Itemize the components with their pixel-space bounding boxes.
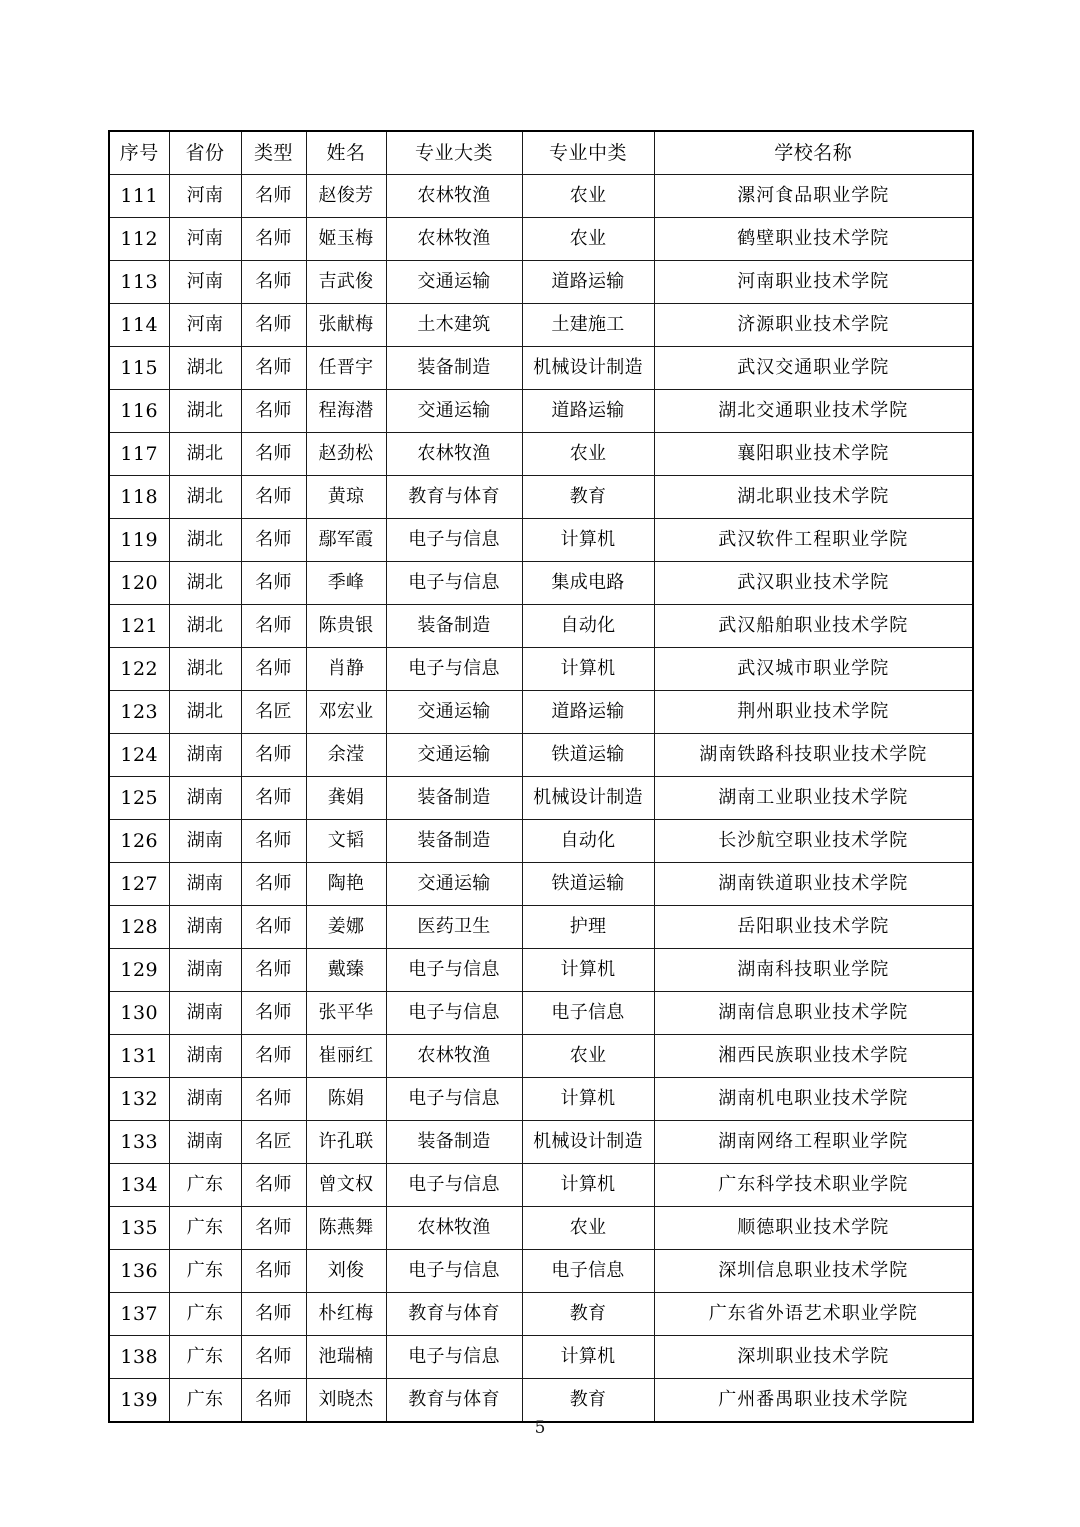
cell-province: 河南 xyxy=(169,304,241,347)
table-row xyxy=(109,949,973,992)
cell-major-subcategory: 自动化 xyxy=(522,605,654,648)
cell-school: 河南职业技术学院 xyxy=(654,261,973,304)
table-row xyxy=(109,562,973,605)
cell-major-subcategory: 道路运输 xyxy=(522,691,654,734)
table-row xyxy=(109,992,973,1035)
cell-seq: 116 xyxy=(109,390,169,433)
cell-province: 湖北 xyxy=(169,605,241,648)
cell-province: 湖南 xyxy=(169,863,241,906)
table-row xyxy=(109,906,973,949)
cell-name: 赵俊芳 xyxy=(306,175,386,218)
cell-seq: 120 xyxy=(109,562,169,605)
roster-table xyxy=(108,130,974,1423)
cell-name: 黄琼 xyxy=(306,476,386,519)
cell-school: 长沙航空职业技术学院 xyxy=(654,820,973,863)
cell-type: 名师 xyxy=(241,476,306,519)
cell-name: 张献梅 xyxy=(306,304,386,347)
table-row xyxy=(109,1207,973,1250)
cell-major-category: 电子与信息 xyxy=(386,1078,522,1121)
table-row xyxy=(109,433,973,476)
cell-school: 湖南铁道职业技术学院 xyxy=(654,863,973,906)
cell-name: 姜娜 xyxy=(306,906,386,949)
cell-major-category: 交通运输 xyxy=(386,863,522,906)
cell-major-category: 电子与信息 xyxy=(386,648,522,691)
cell-major-subcategory: 道路运输 xyxy=(522,390,654,433)
cell-name: 任晋宇 xyxy=(306,347,386,390)
cell-school: 湖南网络工程职业学院 xyxy=(654,1121,973,1164)
cell-major-category: 交通运输 xyxy=(386,390,522,433)
cell-province: 湖南 xyxy=(169,777,241,820)
cell-type: 名师 xyxy=(241,562,306,605)
cell-major-category: 交通运输 xyxy=(386,261,522,304)
cell-seq: 133 xyxy=(109,1121,169,1164)
cell-school: 鹤壁职业技术学院 xyxy=(654,218,973,261)
cell-major-category: 电子与信息 xyxy=(386,1336,522,1379)
cell-province: 湖南 xyxy=(169,1121,241,1164)
cell-name: 陶艳 xyxy=(306,863,386,906)
cell-type: 名师 xyxy=(241,1250,306,1293)
cell-province: 湖北 xyxy=(169,648,241,691)
table-row xyxy=(109,390,973,433)
cell-seq: 130 xyxy=(109,992,169,1035)
cell-seq: 131 xyxy=(109,1035,169,1078)
cell-type: 名师 xyxy=(241,1336,306,1379)
table-row xyxy=(109,648,973,691)
table-row xyxy=(109,519,973,562)
cell-major-category: 装备制造 xyxy=(386,605,522,648)
cell-major-subcategory: 集成电路 xyxy=(522,562,654,605)
cell-name: 陈娟 xyxy=(306,1078,386,1121)
cell-name: 陈燕舞 xyxy=(306,1207,386,1250)
cell-type: 名师 xyxy=(241,820,306,863)
cell-type: 名师 xyxy=(241,218,306,261)
cell-major-subcategory: 农业 xyxy=(522,175,654,218)
cell-name: 刘晓杰 xyxy=(306,1379,386,1423)
cell-province: 河南 xyxy=(169,218,241,261)
cell-type: 名师 xyxy=(241,605,306,648)
table-row xyxy=(109,1293,973,1336)
cell-type: 名师 xyxy=(241,347,306,390)
cell-school: 湖南铁路科技职业技术学院 xyxy=(654,734,973,777)
cell-seq: 138 xyxy=(109,1336,169,1379)
table-row xyxy=(109,1035,973,1078)
cell-school: 岳阳职业技术学院 xyxy=(654,906,973,949)
cell-school: 荆州职业技术学院 xyxy=(654,691,973,734)
table-row xyxy=(109,691,973,734)
cell-province: 湖北 xyxy=(169,476,241,519)
cell-type: 名师 xyxy=(241,1207,306,1250)
table-row xyxy=(109,347,973,390)
cell-type: 名师 xyxy=(241,648,306,691)
column-header-seq: 序号 xyxy=(109,131,169,175)
table-row xyxy=(109,175,973,218)
roster-table-container xyxy=(108,130,972,1423)
cell-seq: 119 xyxy=(109,519,169,562)
cell-seq: 114 xyxy=(109,304,169,347)
table-row xyxy=(109,1250,973,1293)
cell-major-category: 交通运输 xyxy=(386,691,522,734)
cell-school: 广东省外语艺术职业学院 xyxy=(654,1293,973,1336)
cell-major-subcategory: 自动化 xyxy=(522,820,654,863)
cell-seq: 111 xyxy=(109,175,169,218)
cell-name: 季峰 xyxy=(306,562,386,605)
cell-province: 湖北 xyxy=(169,519,241,562)
cell-major-category: 电子与信息 xyxy=(386,519,522,562)
table-row xyxy=(109,1121,973,1164)
cell-type: 名师 xyxy=(241,992,306,1035)
table-row xyxy=(109,734,973,777)
cell-seq: 127 xyxy=(109,863,169,906)
cell-type: 名师 xyxy=(241,949,306,992)
cell-type: 名师 xyxy=(241,1293,306,1336)
table-header xyxy=(109,131,973,175)
cell-province: 广东 xyxy=(169,1379,241,1423)
cell-school: 湖北职业技术学院 xyxy=(654,476,973,519)
column-header-province: 省份 xyxy=(169,131,241,175)
table-body xyxy=(109,175,973,1423)
cell-major-subcategory: 道路运输 xyxy=(522,261,654,304)
cell-major-category: 医药卫生 xyxy=(386,906,522,949)
cell-name: 余滢 xyxy=(306,734,386,777)
table-row xyxy=(109,261,973,304)
cell-type: 名师 xyxy=(241,1379,306,1423)
cell-seq: 115 xyxy=(109,347,169,390)
cell-province: 湖南 xyxy=(169,734,241,777)
table-row xyxy=(109,1336,973,1379)
cell-seq: 135 xyxy=(109,1207,169,1250)
cell-major-category: 教育与体育 xyxy=(386,476,522,519)
table-row xyxy=(109,1078,973,1121)
cell-name: 邓宏业 xyxy=(306,691,386,734)
cell-name: 戴臻 xyxy=(306,949,386,992)
cell-seq: 132 xyxy=(109,1078,169,1121)
cell-type: 名匠 xyxy=(241,1121,306,1164)
cell-school: 湖南机电职业技术学院 xyxy=(654,1078,973,1121)
cell-type: 名师 xyxy=(241,519,306,562)
cell-name: 曾文权 xyxy=(306,1164,386,1207)
cell-major-subcategory: 护理 xyxy=(522,906,654,949)
table-row xyxy=(109,1379,973,1423)
column-header-major-category: 专业大类 xyxy=(386,131,522,175)
cell-province: 河南 xyxy=(169,175,241,218)
cell-province: 广东 xyxy=(169,1250,241,1293)
cell-seq: 134 xyxy=(109,1164,169,1207)
cell-major-subcategory: 计算机 xyxy=(522,1164,654,1207)
cell-name: 崔丽红 xyxy=(306,1035,386,1078)
table-row xyxy=(109,605,973,648)
table-row xyxy=(109,820,973,863)
cell-type: 名师 xyxy=(241,175,306,218)
cell-type: 名师 xyxy=(241,261,306,304)
cell-type: 名师 xyxy=(241,1164,306,1207)
cell-major-category: 电子与信息 xyxy=(386,992,522,1035)
cell-seq: 121 xyxy=(109,605,169,648)
cell-major-subcategory: 计算机 xyxy=(522,648,654,691)
cell-major-subcategory: 教育 xyxy=(522,1379,654,1423)
cell-major-category: 电子与信息 xyxy=(386,562,522,605)
cell-name: 文韬 xyxy=(306,820,386,863)
cell-major-category: 电子与信息 xyxy=(386,1164,522,1207)
cell-seq: 129 xyxy=(109,949,169,992)
cell-major-category: 土木建筑 xyxy=(386,304,522,347)
cell-school: 湘西民族职业技术学院 xyxy=(654,1035,973,1078)
cell-type: 名匠 xyxy=(241,691,306,734)
cell-name: 肖静 xyxy=(306,648,386,691)
cell-seq: 123 xyxy=(109,691,169,734)
cell-name: 姬玉梅 xyxy=(306,218,386,261)
cell-major-category: 农林牧渔 xyxy=(386,175,522,218)
cell-major-subcategory: 计算机 xyxy=(522,1078,654,1121)
cell-major-subcategory: 土建施工 xyxy=(522,304,654,347)
cell-major-subcategory: 农业 xyxy=(522,1207,654,1250)
cell-major-subcategory: 农业 xyxy=(522,433,654,476)
column-header-school: 学校名称 xyxy=(654,131,973,175)
cell-type: 名师 xyxy=(241,777,306,820)
cell-province: 湖南 xyxy=(169,992,241,1035)
cell-name: 赵劲松 xyxy=(306,433,386,476)
cell-major-category: 教育与体育 xyxy=(386,1379,522,1423)
cell-major-category: 电子与信息 xyxy=(386,949,522,992)
cell-type: 名师 xyxy=(241,863,306,906)
cell-seq: 118 xyxy=(109,476,169,519)
table-header-row xyxy=(109,131,973,175)
cell-school: 深圳信息职业技术学院 xyxy=(654,1250,973,1293)
cell-school: 广州番禺职业技术学院 xyxy=(654,1379,973,1423)
table-row xyxy=(109,218,973,261)
cell-name: 鄢军霞 xyxy=(306,519,386,562)
cell-seq: 125 xyxy=(109,777,169,820)
cell-province: 湖南 xyxy=(169,820,241,863)
cell-major-category: 农林牧渔 xyxy=(386,433,522,476)
cell-seq: 122 xyxy=(109,648,169,691)
cell-province: 湖南 xyxy=(169,1078,241,1121)
cell-name: 陈贵银 xyxy=(306,605,386,648)
cell-major-subcategory: 计算机 xyxy=(522,949,654,992)
cell-name: 吉武俊 xyxy=(306,261,386,304)
cell-major-subcategory: 铁道运输 xyxy=(522,863,654,906)
cell-name: 许孔联 xyxy=(306,1121,386,1164)
cell-name: 刘俊 xyxy=(306,1250,386,1293)
cell-province: 湖北 xyxy=(169,390,241,433)
cell-school: 湖南工业职业技术学院 xyxy=(654,777,973,820)
column-header-name: 姓名 xyxy=(306,131,386,175)
cell-name: 程海潜 xyxy=(306,390,386,433)
cell-seq: 139 xyxy=(109,1379,169,1423)
cell-type: 名师 xyxy=(241,1078,306,1121)
cell-major-subcategory: 机械设计制造 xyxy=(522,777,654,820)
cell-major-subcategory: 教育 xyxy=(522,1293,654,1336)
cell-school: 湖南科技职业学院 xyxy=(654,949,973,992)
cell-name: 张平华 xyxy=(306,992,386,1035)
cell-seq: 126 xyxy=(109,820,169,863)
cell-major-subcategory: 电子信息 xyxy=(522,1250,654,1293)
cell-school: 广东科学技术职业学院 xyxy=(654,1164,973,1207)
cell-type: 名师 xyxy=(241,906,306,949)
cell-province: 广东 xyxy=(169,1207,241,1250)
cell-major-subcategory: 农业 xyxy=(522,218,654,261)
cell-seq: 112 xyxy=(109,218,169,261)
cell-major-category: 装备制造 xyxy=(386,347,522,390)
cell-province: 湖北 xyxy=(169,562,241,605)
cell-major-subcategory: 机械设计制造 xyxy=(522,1121,654,1164)
cell-school: 湖南信息职业技术学院 xyxy=(654,992,973,1035)
cell-type: 名师 xyxy=(241,1035,306,1078)
cell-province: 河南 xyxy=(169,261,241,304)
table-row xyxy=(109,1164,973,1207)
cell-name: 朴红梅 xyxy=(306,1293,386,1336)
table-row xyxy=(109,304,973,347)
cell-major-category: 农林牧渔 xyxy=(386,218,522,261)
cell-school: 湖北交通职业技术学院 xyxy=(654,390,973,433)
cell-major-subcategory: 农业 xyxy=(522,1035,654,1078)
cell-type: 名师 xyxy=(241,390,306,433)
cell-seq: 113 xyxy=(109,261,169,304)
cell-province: 湖北 xyxy=(169,347,241,390)
column-header-type: 类型 xyxy=(241,131,306,175)
cell-name: 龚娟 xyxy=(306,777,386,820)
cell-seq: 137 xyxy=(109,1293,169,1336)
cell-major-subcategory: 计算机 xyxy=(522,1336,654,1379)
cell-school: 漯河食品职业学院 xyxy=(654,175,973,218)
cell-major-category: 交通运输 xyxy=(386,734,522,777)
table-row xyxy=(109,777,973,820)
column-header-major-subcategory: 专业中类 xyxy=(522,131,654,175)
cell-name: 池瑞楠 xyxy=(306,1336,386,1379)
cell-school: 武汉交通职业学院 xyxy=(654,347,973,390)
cell-major-subcategory: 机械设计制造 xyxy=(522,347,654,390)
cell-province: 湖南 xyxy=(169,906,241,949)
cell-seq: 117 xyxy=(109,433,169,476)
cell-province: 广东 xyxy=(169,1293,241,1336)
table-row xyxy=(109,476,973,519)
cell-school: 武汉城市职业学院 xyxy=(654,648,973,691)
cell-seq: 124 xyxy=(109,734,169,777)
cell-school: 深圳职业技术学院 xyxy=(654,1336,973,1379)
cell-province: 广东 xyxy=(169,1336,241,1379)
cell-major-category: 教育与体育 xyxy=(386,1293,522,1336)
cell-type: 名师 xyxy=(241,734,306,777)
cell-seq: 136 xyxy=(109,1250,169,1293)
table-row xyxy=(109,863,973,906)
cell-type: 名师 xyxy=(241,304,306,347)
cell-province: 湖北 xyxy=(169,433,241,476)
cell-major-category: 装备制造 xyxy=(386,1121,522,1164)
cell-major-category: 农林牧渔 xyxy=(386,1207,522,1250)
cell-school: 武汉船舶职业技术学院 xyxy=(654,605,973,648)
cell-major-subcategory: 电子信息 xyxy=(522,992,654,1035)
cell-province: 广东 xyxy=(169,1164,241,1207)
cell-seq: 128 xyxy=(109,906,169,949)
cell-province: 湖南 xyxy=(169,949,241,992)
page-number: 5 xyxy=(534,1418,546,1438)
cell-province: 湖南 xyxy=(169,1035,241,1078)
cell-major-category: 电子与信息 xyxy=(386,1250,522,1293)
cell-major-subcategory: 教育 xyxy=(522,476,654,519)
cell-school: 襄阳职业技术学院 xyxy=(654,433,973,476)
cell-school: 济源职业技术学院 xyxy=(654,304,973,347)
cell-major-subcategory: 铁道运输 xyxy=(522,734,654,777)
cell-school: 顺德职业技术学院 xyxy=(654,1207,973,1250)
cell-school: 武汉软件工程职业学院 xyxy=(654,519,973,562)
cell-major-category: 装备制造 xyxy=(386,820,522,863)
cell-major-category: 农林牧渔 xyxy=(386,1035,522,1078)
cell-major-category: 装备制造 xyxy=(386,777,522,820)
cell-major-subcategory: 计算机 xyxy=(522,519,654,562)
cell-school: 武汉职业技术学院 xyxy=(654,562,973,605)
cell-type: 名师 xyxy=(241,433,306,476)
cell-province: 湖北 xyxy=(169,691,241,734)
